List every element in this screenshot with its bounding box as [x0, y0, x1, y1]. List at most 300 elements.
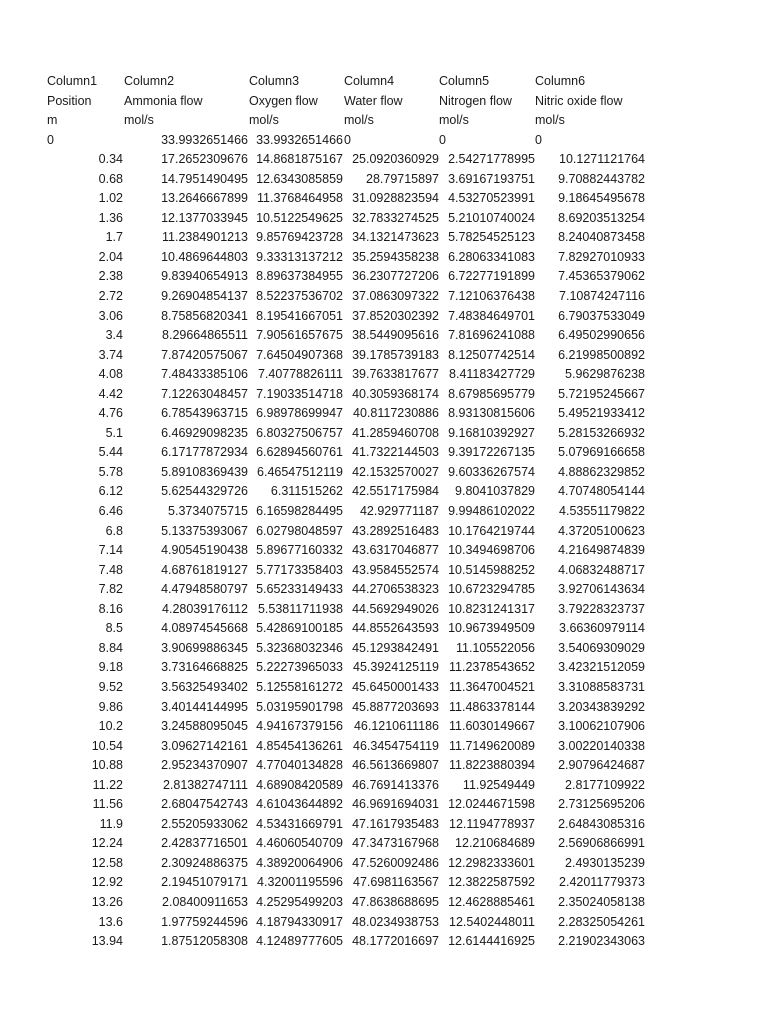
cell[interactable]: Column5	[439, 74, 490, 88]
cell[interactable]: 1.97759244596	[161, 914, 248, 929]
cell[interactable]: Position	[47, 93, 92, 108]
cell[interactable]: 6.80327506757	[256, 425, 343, 440]
cell[interactable]: 9.26904854137	[161, 289, 248, 304]
data-row	[44, 228, 654, 248]
cell[interactable]: 2.90796424687	[558, 758, 645, 773]
cell[interactable]: 43.2892516483	[352, 523, 439, 538]
cell[interactable]: 33.9932651466	[161, 132, 248, 147]
cell[interactable]: 7.45365379062	[558, 269, 645, 284]
cell[interactable]: 13.26	[91, 894, 123, 909]
cell[interactable]: 2.35024058138	[558, 894, 645, 909]
data-row	[44, 150, 654, 170]
cell[interactable]: 9.52	[98, 679, 123, 694]
cell[interactable]: Water flow	[344, 93, 403, 108]
cell[interactable]: 12.1377033945	[161, 210, 248, 225]
cell[interactable]: 0	[439, 132, 446, 147]
cell[interactable]: 17.2652309676	[161, 152, 248, 167]
data-row	[44, 522, 654, 542]
cell[interactable]: 4.77040134828	[256, 758, 343, 773]
cell[interactable]: 10.88	[91, 758, 123, 773]
data-row	[44, 795, 654, 815]
data-row	[44, 502, 654, 522]
cell[interactable]: 44.8552643593	[352, 621, 439, 636]
cell[interactable]: 11.3768464958	[257, 191, 343, 206]
cell[interactable]: 43.6317046877	[352, 543, 439, 558]
cell[interactable]: 3.79228323737	[558, 601, 645, 616]
cell[interactable]: 4.25295499203	[256, 894, 343, 909]
cell[interactable]: 8.5	[105, 621, 123, 636]
cell[interactable]: 2.54271778995	[448, 152, 535, 167]
cell[interactable]: 12.6144416925	[448, 934, 535, 949]
cell[interactable]: 5.77173358403	[256, 562, 343, 577]
cell[interactable]: 2.28325054261	[558, 914, 645, 929]
cell[interactable]: 4.37205100623	[558, 523, 645, 538]
cell[interactable]: 7.48384649701	[448, 308, 535, 323]
cell[interactable]: Column4	[344, 74, 395, 88]
cell[interactable]: Column6	[535, 74, 586, 88]
cell[interactable]: Oxygen flow	[249, 93, 318, 108]
cell[interactable]: 11.3647004521	[449, 679, 535, 694]
cell[interactable]: 46.1210611186	[353, 719, 439, 734]
data-row	[44, 482, 654, 502]
cell[interactable]: 3.69167193751	[448, 171, 535, 186]
cell[interactable]: 8.12507742514	[448, 347, 535, 362]
cell[interactable]: mol/s	[124, 113, 154, 128]
cell[interactable]: mol/s	[439, 113, 469, 128]
cell[interactable]: 44.2706538323	[352, 582, 439, 597]
cell[interactable]: 46.5613669807	[352, 758, 439, 773]
cell[interactable]: 7.12263048457	[161, 386, 248, 401]
cell[interactable]: 10.1271121764	[559, 152, 645, 167]
cell[interactable]: 0.68	[98, 171, 123, 186]
cell[interactable]: 5.62544329726	[161, 484, 248, 499]
cell[interactable]: 7.14	[98, 543, 123, 558]
cell[interactable]: 6.46929098235	[161, 425, 248, 440]
cell[interactable]: 9.70882443782	[558, 171, 645, 186]
cell[interactable]: 47.3473167968	[352, 836, 439, 851]
cell[interactable]: 4.28039176112	[162, 601, 248, 616]
cell[interactable]: 9.8041037829	[455, 484, 535, 499]
cell[interactable]: 5.78	[98, 464, 123, 479]
cell[interactable]: 5.32368032346	[256, 640, 343, 655]
cell[interactable]: 9.86	[98, 699, 123, 714]
cell[interactable]: 3.09627142161	[161, 738, 248, 753]
cell[interactable]: 4.21649874839	[558, 543, 645, 558]
cell[interactable]: 3.66360979114	[559, 621, 645, 636]
cell[interactable]: 2.55205933062	[161, 816, 248, 831]
cell[interactable]: 2.4930135239	[565, 855, 645, 870]
cell[interactable]: 7.19033514718	[256, 386, 343, 401]
cell[interactable]: 4.53431669791	[256, 816, 343, 831]
cell[interactable]: 5.22273965033	[256, 660, 343, 675]
data-row	[44, 443, 654, 463]
cell[interactable]: 5.9629876238	[565, 367, 645, 382]
cell[interactable]: 37.0863097322	[352, 289, 439, 304]
cell[interactable]: 8.52237536702	[256, 289, 343, 304]
cell[interactable]: 3.92706143634	[558, 582, 645, 597]
data-row	[44, 326, 654, 346]
cell[interactable]: 11.2384901213	[162, 230, 248, 245]
cell[interactable]: 4.53270523991	[448, 191, 535, 206]
cell[interactable]: 2.30924886375	[161, 855, 248, 870]
cell[interactable]: Nitrogen flow	[439, 93, 512, 108]
cell[interactable]: 11.2378543652	[449, 660, 535, 675]
cell[interactable]: 3.56325493402	[161, 679, 248, 694]
cell[interactable]: Column1	[47, 74, 98, 88]
cell[interactable]: 6.49502990656	[558, 328, 645, 343]
cell[interactable]: 10.9673949509	[448, 621, 535, 636]
cell[interactable]: 7.82	[98, 582, 123, 597]
cell[interactable]: 8.89637384955	[256, 269, 343, 284]
cell[interactable]: 2.56906866991	[558, 836, 645, 851]
cell[interactable]: 9.33313137212	[256, 249, 343, 264]
cell[interactable]: 5.07969166658	[558, 445, 645, 460]
cell[interactable]: 3.10062107906	[558, 719, 645, 734]
cell[interactable]: 0	[535, 132, 542, 147]
cell[interactable]: 5.89108369439	[161, 464, 248, 479]
cell[interactable]: 9.18	[98, 660, 123, 675]
cell[interactable]: 12.3822587592	[448, 875, 535, 890]
cell[interactable]: 31.0928823594	[352, 191, 439, 206]
cell[interactable]: 47.1617935483	[352, 816, 439, 831]
cell[interactable]: 3.20343839292	[558, 699, 645, 714]
cell[interactable]: 12.4628885461	[448, 894, 535, 909]
cell[interactable]: 0	[344, 132, 351, 147]
cell[interactable]: 7.48433385106	[161, 367, 248, 382]
cell[interactable]: 33.9932651466	[256, 132, 343, 147]
cell[interactable]: 36.2307727206	[352, 269, 439, 284]
cell[interactable]: 8.19541667051	[256, 308, 343, 323]
spreadsheet	[44, 72, 654, 952]
cell[interactable]: 7.12106376438	[448, 289, 535, 304]
cell[interactable]: 6.98978699947	[256, 406, 343, 421]
data-row	[44, 131, 654, 151]
data-row	[44, 541, 654, 561]
header-row	[44, 111, 654, 131]
cell[interactable]: 6.21998500892	[558, 347, 645, 362]
cell[interactable]: 10.8231241317	[448, 601, 535, 616]
cell[interactable]: 12.0244671598	[448, 797, 535, 812]
cell[interactable]: 4.06832488717	[558, 562, 645, 577]
cell[interactable]: 5.78254525123	[448, 230, 535, 245]
cell[interactable]: 2.19451079171	[161, 875, 248, 890]
cell[interactable]: 7.81696241088	[448, 328, 535, 343]
cell[interactable]: 5.28153266932	[558, 425, 645, 440]
cell[interactable]: 4.32001195596	[257, 875, 343, 890]
cell[interactable]: 3.90699886345	[161, 640, 248, 655]
cell[interactable]: 45.8877203693	[352, 699, 439, 714]
cell[interactable]: 48.0234938753	[352, 914, 439, 929]
cell[interactable]: 4.76	[98, 406, 123, 421]
cell[interactable]: Column3	[249, 74, 300, 88]
cell[interactable]: 4.85454136261	[256, 738, 343, 753]
cell[interactable]: 2.8177109922	[565, 777, 645, 792]
cell[interactable]: 12.2982333601	[448, 855, 535, 870]
cell[interactable]: 2.81382747111	[162, 777, 248, 792]
cell[interactable]: 5.65233149433	[256, 582, 343, 597]
cell[interactable]: 35.2594358238	[352, 249, 439, 264]
cell[interactable]: Nitric oxide flow	[535, 93, 623, 108]
cell[interactable]: 2.95234370907	[161, 758, 248, 773]
cell[interactable]: 7.48	[98, 562, 123, 577]
cell[interactable]: 8.67985695779	[448, 386, 535, 401]
cell[interactable]: 10.2	[98, 719, 123, 734]
cell[interactable]: 8.69203513254	[558, 210, 645, 225]
cell[interactable]: 4.94167379156	[256, 719, 343, 734]
cell[interactable]: 4.18794330917	[256, 914, 343, 929]
cell[interactable]: 12.1194778937	[449, 816, 535, 831]
cell[interactable]: 11.7149620089	[449, 738, 535, 753]
cell[interactable]: 4.42	[98, 386, 123, 401]
cell[interactable]: 8.93130815606	[448, 406, 535, 421]
cell[interactable]: 34.1321473623	[352, 230, 439, 245]
cell[interactable]: 45.1293842491	[352, 640, 439, 655]
cell[interactable]: 40.3059368174	[352, 386, 439, 401]
cell[interactable]: 5.12558161272	[256, 679, 343, 694]
cell[interactable]: 8.75856820341	[161, 308, 248, 323]
cell[interactable]: 2.42011779373	[559, 875, 645, 890]
cell[interactable]: 7.87420575067	[161, 347, 248, 362]
cell[interactable]: 7.40778826111	[257, 367, 343, 382]
cell[interactable]: 42.1532570027	[352, 464, 439, 479]
cell[interactable]: 9.60336267574	[448, 464, 535, 479]
cell[interactable]: mol/s	[535, 113, 565, 128]
cell[interactable]: m	[47, 113, 58, 128]
cell[interactable]: 5.21010740024	[448, 210, 535, 225]
cell[interactable]: 4.47948580797	[161, 582, 248, 597]
cell[interactable]: 5.44	[98, 445, 123, 460]
cell[interactable]: 10.3494698706	[448, 543, 535, 558]
cell[interactable]: 39.1785739183	[352, 347, 439, 362]
cell[interactable]: 3.74	[98, 347, 123, 362]
cell[interactable]: 8.24040873458	[558, 230, 645, 245]
cell[interactable]: 1.87512058308	[161, 934, 248, 949]
cell[interactable]: 6.02798048597	[256, 523, 343, 538]
cell[interactable]: 6.12	[98, 484, 123, 499]
cell[interactable]: 5.13375393067	[161, 523, 248, 538]
cell[interactable]: 2.73125695206	[558, 797, 645, 812]
cell[interactable]: 1.02	[98, 191, 123, 206]
cell[interactable]: 2.72	[98, 289, 123, 304]
data-row	[44, 580, 654, 600]
cell[interactable]: 10.54	[91, 738, 123, 753]
cell[interactable]: 7.64504907368	[256, 347, 343, 362]
cell[interactable]: 10.5145988252	[448, 562, 535, 577]
cell[interactable]: 2.21902343063	[558, 934, 645, 949]
cell[interactable]: 5.03195901798	[256, 699, 343, 714]
cell[interactable]: 11.8223880394	[449, 758, 535, 773]
header-row	[44, 72, 654, 92]
cell[interactable]: 42.5517175984	[352, 484, 439, 499]
cell[interactable]: 8.41183427729	[449, 367, 535, 382]
cell[interactable]: 43.9584552574	[352, 562, 439, 577]
cell[interactable]: 46.3454754119	[353, 738, 439, 753]
cell[interactable]: 4.12489777605	[256, 934, 343, 949]
cell[interactable]: 45.6450001433	[352, 679, 439, 694]
data-row	[44, 893, 654, 913]
cell[interactable]: 6.46547512119	[257, 464, 343, 479]
data-row	[44, 756, 654, 776]
cell[interactable]: 4.90545190438	[161, 543, 248, 558]
cell[interactable]: 2.04	[98, 249, 123, 264]
cell[interactable]: 5.89677160332	[256, 543, 343, 558]
cell[interactable]: 3.73164668825	[161, 660, 248, 675]
cell[interactable]: 45.3924125119	[353, 660, 439, 675]
cell[interactable]: 9.99486102022	[448, 504, 535, 519]
cell[interactable]: 37.8520302392	[352, 308, 439, 323]
cell[interactable]: 4.38920064906	[256, 855, 343, 870]
cell[interactable]: 6.311515262	[270, 484, 343, 499]
cell[interactable]: 5.49521933412	[558, 406, 645, 421]
cell[interactable]: 2.64843085316	[558, 816, 645, 831]
cell[interactable]: 11.105522056	[455, 640, 535, 655]
cell[interactable]: 11.56	[92, 797, 123, 812]
cell[interactable]: 6.79037533049	[558, 308, 645, 323]
cell[interactable]: 2.68047542743	[161, 797, 248, 812]
data-row	[44, 854, 654, 874]
cell[interactable]: 12.58	[91, 855, 123, 870]
cell[interactable]: 6.62894560761	[256, 445, 343, 460]
cell[interactable]: 9.39172267135	[448, 445, 535, 460]
cell[interactable]: 47.8638688695	[352, 894, 439, 909]
cell[interactable]: 38.5449095616	[352, 328, 439, 343]
cell[interactable]: 4.88862329852	[558, 464, 645, 479]
cell[interactable]: 41.7322144503	[352, 445, 439, 460]
cell[interactable]: 12.5402448011	[449, 914, 535, 929]
cell[interactable]: 6.78543963715	[161, 406, 248, 421]
cell[interactable]: 6.46	[98, 504, 123, 519]
cell[interactable]: 13.2646667899	[161, 191, 248, 206]
cell[interactable]: 12.6343085859	[256, 171, 343, 186]
cell[interactable]: 8.16	[98, 601, 123, 616]
cell[interactable]: 3.06	[98, 308, 123, 323]
cell[interactable]: 14.7951490495	[161, 171, 248, 186]
cell[interactable]: 10.4869644803	[161, 249, 248, 264]
cell[interactable]: 7.90561657675	[256, 328, 343, 343]
cell[interactable]: Ammonia flow	[124, 93, 203, 108]
data-row	[44, 346, 654, 366]
cell[interactable]: 0	[47, 132, 54, 147]
cell[interactable]: Column2	[124, 74, 175, 88]
cell[interactable]: 11.6030149667	[449, 719, 535, 734]
cell[interactable]: 32.7833274525	[352, 210, 439, 225]
cell[interactable]: 2.08400911653	[162, 894, 248, 909]
cell[interactable]: 3.40144144995	[161, 699, 248, 714]
data-row	[44, 698, 654, 718]
data-row	[44, 424, 654, 444]
cell[interactable]: 2.38	[98, 269, 123, 284]
cell[interactable]: 4.46060540709	[256, 836, 343, 851]
cell[interactable]: 4.08	[98, 367, 123, 382]
cell[interactable]: 42.929771187	[359, 504, 439, 519]
data-row	[44, 287, 654, 307]
data-row	[44, 600, 654, 620]
cell[interactable]: mol/s	[249, 113, 279, 128]
cell[interactable]: 9.16810392927	[448, 425, 535, 440]
cell[interactable]: 3.31088583731	[558, 679, 645, 694]
cell[interactable]: 0.34	[98, 152, 123, 167]
cell[interactable]: 4.61043644892	[256, 797, 343, 812]
cell[interactable]: 11.9	[99, 816, 123, 831]
cell[interactable]: 12.92	[91, 875, 123, 890]
cell[interactable]: 8.29664865511	[162, 328, 248, 343]
cell[interactable]: 6.28063341083	[448, 249, 535, 264]
cell[interactable]: 14.8681875167	[256, 152, 343, 167]
cell[interactable]: 40.8117230886	[353, 406, 439, 421]
cell[interactable]: 5.3734075715	[168, 504, 248, 519]
cell[interactable]: 7.10874247116	[559, 289, 645, 304]
data-row	[44, 737, 654, 757]
cell[interactable]: 10.5122549625	[256, 210, 343, 225]
cell[interactable]: 25.0920360929	[352, 152, 439, 167]
cell[interactable]: 12.24	[91, 836, 123, 851]
data-row	[44, 248, 654, 268]
cell[interactable]: 3.42321512059	[558, 660, 645, 675]
cell[interactable]: 3.00220140338	[558, 738, 645, 753]
cell[interactable]: 1.36	[98, 210, 123, 225]
cell[interactable]: 46.7691413376	[352, 777, 439, 792]
cell[interactable]: 6.17177872934	[161, 445, 248, 460]
data-row	[44, 189, 654, 209]
cell[interactable]: 10.6723294785	[448, 582, 535, 597]
cell[interactable]: 11.92549449	[462, 777, 535, 792]
cell[interactable]: 47.6981163567	[353, 875, 439, 890]
cell[interactable]: mol/s	[344, 113, 374, 128]
cell[interactable]: 6.72277191899	[448, 269, 535, 284]
cell[interactable]: 47.5260092486	[352, 855, 439, 870]
data-row	[44, 678, 654, 698]
cell[interactable]: 10.1764219744	[448, 523, 535, 538]
data-row	[44, 873, 654, 893]
cell[interactable]: 3.4	[105, 328, 123, 343]
cell[interactable]: 9.85769423728	[256, 230, 343, 245]
cell[interactable]: 11.22	[92, 777, 123, 792]
cell[interactable]: 4.68908420589	[256, 777, 343, 792]
cell[interactable]: 5.72195245667	[558, 386, 645, 401]
cell[interactable]: 3.24588095045	[161, 719, 248, 734]
cell[interactable]: 2.42837716501	[161, 836, 248, 851]
cell[interactable]: 1.7	[105, 230, 123, 245]
cell[interactable]: 4.70748054144	[558, 484, 645, 499]
cell[interactable]: 5.1	[105, 425, 123, 440]
cell[interactable]: 11.4863378144	[449, 699, 535, 714]
cell[interactable]: 3.54069309029	[558, 640, 645, 655]
cell[interactable]: 44.5692949026	[352, 601, 439, 616]
cell[interactable]: 5.42869100185	[256, 621, 343, 636]
data-row	[44, 913, 654, 933]
cell[interactable]: 39.7633817677	[352, 367, 439, 382]
cell[interactable]: 4.68761819127	[161, 562, 248, 577]
cell[interactable]: 13.94	[91, 934, 123, 949]
cell[interactable]: 4.53551179822	[559, 504, 645, 519]
cell[interactable]: 12.210684689	[455, 836, 535, 851]
cell[interactable]: 6.8	[105, 523, 123, 538]
cell[interactable]: 7.82927010933	[558, 249, 645, 264]
data-row	[44, 385, 654, 405]
cell[interactable]: 28.79715897	[366, 171, 439, 186]
cell[interactable]: 41.2859460708	[352, 425, 439, 440]
cell[interactable]: 13.6	[98, 914, 123, 929]
cell[interactable]: 5.53811711938	[257, 601, 343, 616]
cell[interactable]: 46.9691694031	[352, 797, 439, 812]
cell[interactable]: 48.1772016697	[352, 934, 439, 949]
cell[interactable]: 9.18645495678	[558, 191, 645, 206]
cell[interactable]: 6.16598284495	[256, 504, 343, 519]
cell[interactable]: 9.83940654913	[161, 269, 248, 284]
data-row	[44, 170, 654, 190]
cell[interactable]: 8.84	[98, 640, 123, 655]
cell[interactable]: 4.08974545668	[161, 621, 248, 636]
